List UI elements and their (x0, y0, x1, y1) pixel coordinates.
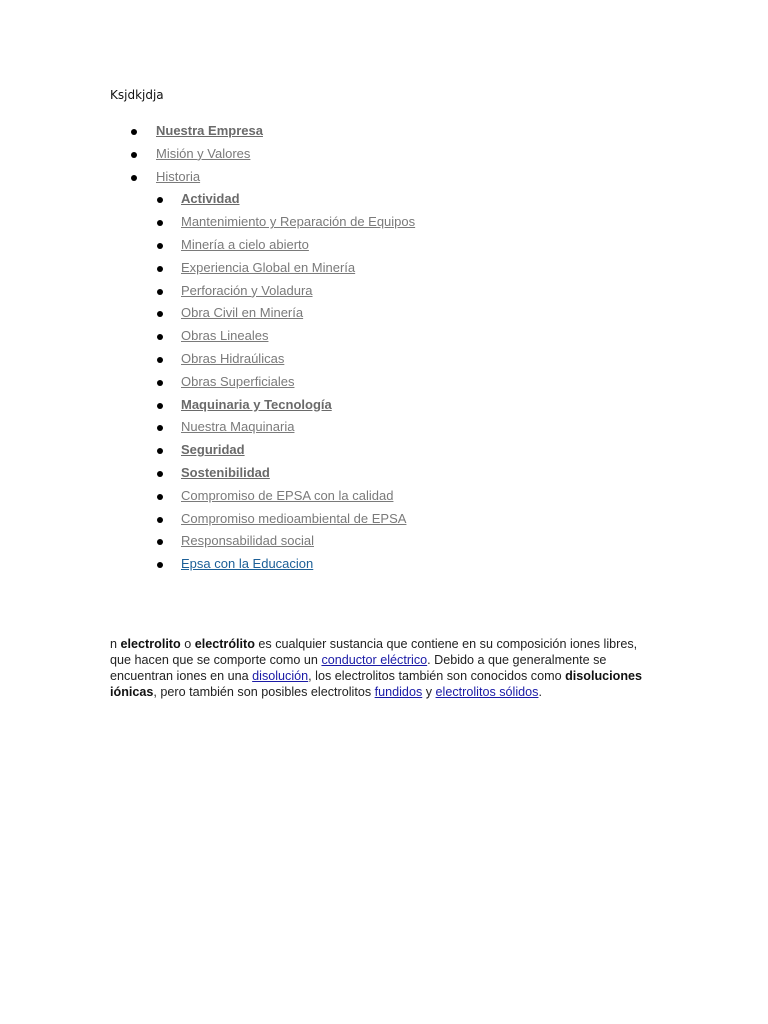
term-disoluciones-ionicas: disoluciones iónicas (110, 668, 643, 699)
paragraph-text: , los electrolitos también son conocidos como (308, 668, 566, 683)
bullet-icon (157, 357, 163, 363)
page-heading: Ksjdkjdja (110, 88, 164, 102)
submenu-list-item (110, 234, 650, 257)
submenu-list-item (110, 188, 650, 211)
bullet-icon (157, 197, 163, 203)
submenu-list-item (110, 394, 650, 417)
bullet-icon (157, 471, 163, 477)
submenu-link[interactable]: Obras Hidraúlicas (181, 350, 285, 366)
submenu-list-item (110, 325, 650, 348)
bullet-icon (157, 562, 163, 568)
submenu-list-item (110, 302, 650, 325)
submenu-link[interactable]: Mantenimiento y Reparación de Equipos (181, 214, 416, 230)
submenu-list-item (110, 348, 650, 371)
menu-link[interactable]: Misión y Valores (156, 145, 251, 161)
top-level-list (110, 120, 650, 188)
document-page (110, 87, 650, 713)
bullet-icon (131, 175, 137, 181)
bullet-icon (157, 289, 163, 295)
submenu-link[interactable]: Perforación y Voladura (181, 282, 313, 298)
submenu-link[interactable]: Actividad (181, 191, 240, 207)
paragraph-text: . Debido a que generalmente se encuentran iones en una (110, 652, 607, 683)
bullet-icon (157, 243, 163, 249)
paragraph-text: , pero también son posibles electrolitos (153, 684, 375, 699)
submenu-list-item (110, 257, 650, 280)
bullet-icon (157, 334, 163, 340)
term-electrolito: electrolito (120, 636, 181, 651)
paragraph-text: es cualquier sustancia que contiene en su composición iones libres, que hacen que se comporte como un (110, 636, 638, 667)
submenu-list-item (110, 485, 650, 508)
link-electrolitos-solidos[interactable]: electrolitos sólidos (435, 684, 539, 699)
paragraph-text: . (538, 684, 542, 699)
nested-list (110, 188, 650, 576)
submenu-link[interactable]: Responsabilidad social (181, 533, 314, 549)
bullet-icon (157, 220, 163, 226)
submenu-list-item (110, 371, 650, 394)
submenu-link[interactable]: Compromiso de EPSA con la calidad (181, 487, 394, 503)
submenu-list-item (110, 439, 650, 462)
bullet-icon (157, 266, 163, 272)
link-disolucion[interactable]: disolución (252, 668, 309, 683)
bullet-icon (157, 539, 163, 545)
submenu-link[interactable]: Nuestra Maquinaria (181, 419, 295, 435)
submenu-link[interactable]: Obras Lineales (181, 328, 269, 344)
submenu-link[interactable]: Epsa con la Educacion (181, 556, 314, 572)
term-electrolito-accented: electrólito (194, 636, 255, 651)
bullet-icon (157, 517, 163, 523)
menu-list-item (110, 120, 650, 143)
paragraph-text: n (110, 636, 121, 651)
menu-list-item (110, 166, 650, 189)
bullet-icon (131, 129, 137, 135)
submenu-list-item (110, 416, 650, 439)
submenu-link[interactable]: Seguridad (181, 442, 245, 458)
submenu-list-item (110, 280, 650, 303)
submenu-link[interactable]: Sostenibilidad (181, 464, 270, 480)
bullet-icon (157, 311, 163, 317)
submenu-list-item (110, 530, 650, 553)
paragraph-text: o (180, 636, 195, 651)
bullet-icon (157, 494, 163, 500)
submenu-link[interactable]: Maquinaria y Tecnología (181, 396, 332, 412)
link-fundidos[interactable]: fundidos (374, 684, 423, 699)
bullet-icon (131, 152, 137, 158)
electrolyte-paragraph (110, 636, 650, 700)
bullet-icon (157, 403, 163, 409)
bullet-icon (157, 380, 163, 386)
menu-link[interactable]: Historia (156, 168, 201, 184)
submenu-link[interactable]: Compromiso medioambiental de EPSA (181, 510, 407, 526)
submenu-list-item (110, 211, 650, 234)
paragraph-text: y (422, 684, 436, 699)
menu-list-item (110, 143, 650, 166)
submenu-link[interactable]: Experiencia Global en Minería (181, 259, 356, 275)
link-conductor-electrico[interactable]: conductor eléctrico (321, 652, 428, 667)
submenu-link[interactable]: Obras Superficiales (181, 373, 295, 389)
bullet-icon (157, 448, 163, 454)
submenu-list-item (110, 508, 650, 531)
menu-link[interactable]: Nuestra Empresa (156, 123, 263, 138)
submenu-link[interactable]: Obra Civil en Minería (181, 305, 304, 321)
submenu-list-item (110, 462, 650, 485)
submenu-list-item (110, 553, 650, 576)
bullet-icon (157, 425, 163, 431)
submenu-link[interactable]: Minería a cielo abierto (181, 236, 309, 252)
